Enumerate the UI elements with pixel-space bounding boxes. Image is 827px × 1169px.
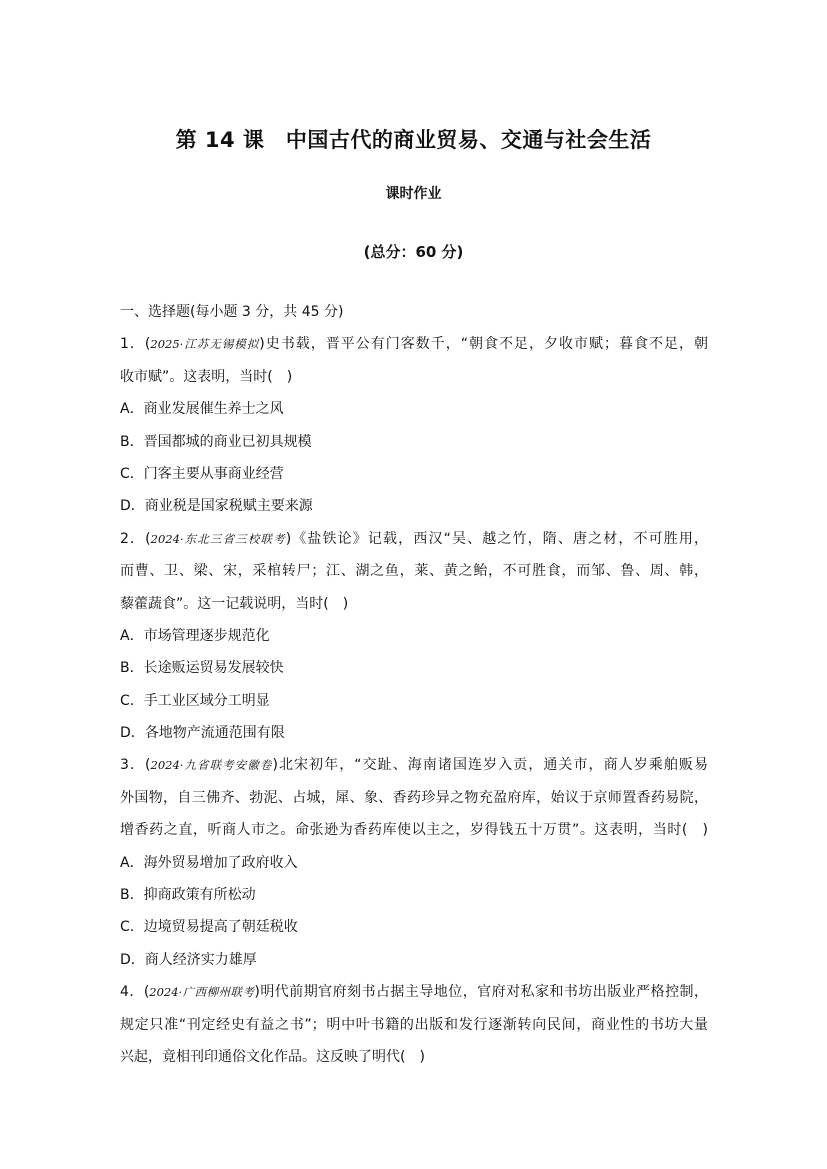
question-source: 2024·广西柳州联考 <box>149 985 255 1000</box>
lesson-subtitle: 课时作业 <box>385 186 442 202</box>
question-3-stem-line-3: 增香药之直，听商人市之。命张逊为香药库使以主之，岁得钱五十万贯”。这表明，当时( ) <box>120 822 708 839</box>
question-1-option-b[interactable]: B．晋国都城的商业已初具规模 <box>120 433 312 450</box>
total-score: (总分：60 分) <box>363 243 464 261</box>
question-text: )明代前期官府刻书占据主导地位，官府对私家和书坊出版业严格控制， <box>254 984 708 1001</box>
question-2-option-b[interactable]: B．长途贩运贸易发展较快 <box>120 660 284 677</box>
question-text: )史书载，晋平公有门客数千，“朝食不足，夕收市赋；暮食不足，朝 <box>259 336 708 353</box>
question-3-stem-line-2: 外国物，自三佛齐、勃泥、占城，犀、象、香药珍异之物充盈府库，始议于京师置香药易院， <box>120 789 708 806</box>
question-3-option-b[interactable]: B．抑商政策有所松动 <box>120 887 256 904</box>
question-number: 3．( <box>120 757 151 774</box>
question-number: 1．( <box>120 336 151 353</box>
question-source: 2024·东北三省三校联考 <box>150 531 286 546</box>
question-number: 4．( <box>120 984 150 1001</box>
question-1-option-a[interactable]: A．商业发展催生养士之风 <box>120 401 284 418</box>
question-number: 2．( <box>120 530 151 547</box>
question-4-stem-line-2: 规定只准“刊定经史有益之书”；明中叶书籍的出版和发行逐渐转向民间，商业性的书坊大量 <box>120 1016 708 1033</box>
question-2-option-a[interactable]: A．市场管理逐步规范化 <box>120 627 270 644</box>
question-source: 2024·九省联考安徽卷 <box>150 758 273 773</box>
question-3-stem-line-1 <box>120 749 708 781</box>
question-source: 2025·江苏无锡模拟 <box>150 337 260 352</box>
question-3-option-a[interactable]: A．海外贸易增加了政府收入 <box>120 854 298 871</box>
question-1-option-c[interactable]: C．门客主要从事商业经营 <box>120 465 284 482</box>
question-2-stem-line-1 <box>120 523 708 555</box>
section-heading: 一、选择题(每小题 3 分，共 45 分) <box>120 304 344 320</box>
question-1-option-d[interactable]: D．商业税是国家税赋主要来源 <box>120 498 313 515</box>
question-2-option-c[interactable]: C．手工业区域分工明显 <box>120 692 270 709</box>
question-1-stem-line-2: 收市赋”。这表明，当时( ) <box>120 368 293 385</box>
question-text: )《盐铁论》记载，西汉“吴、越之竹，隋、唐之材，不可胜用， <box>285 530 708 547</box>
lesson-title: 第 14 课 中国古代的商业贸易、交通与社会生活 <box>175 128 652 152</box>
question-2-option-d[interactable]: D．各地物产流通范围有限 <box>120 725 285 742</box>
question-2-stem-line-2: 而曹、卫、梁、宋，采棺转尸；江、湖之鱼，莱、黄之鲐，不可胜食，而邹、鲁、周、韩， <box>120 563 708 580</box>
question-4-stem-line-1 <box>120 976 708 1008</box>
question-2-stem-line-3: 藜藿蔬食”。这一记载说明，当时( ) <box>120 595 349 612</box>
question-3-option-d[interactable]: D．商人经济实力雄厚 <box>120 951 257 968</box>
question-3-option-c[interactable]: C．边境贸易提高了朝廷税收 <box>120 919 298 936</box>
question-list <box>120 296 708 1073</box>
question-4-stem-line-3: 兴起，竟相刊印通俗文化作品。这反映了明代( ) <box>120 1048 425 1065</box>
question-text: )北宋初年，“交趾、海南诸国连岁入贡，通关市，商人岁乘舶贩易 <box>272 757 708 774</box>
question-1-stem-line-1 <box>120 328 708 360</box>
